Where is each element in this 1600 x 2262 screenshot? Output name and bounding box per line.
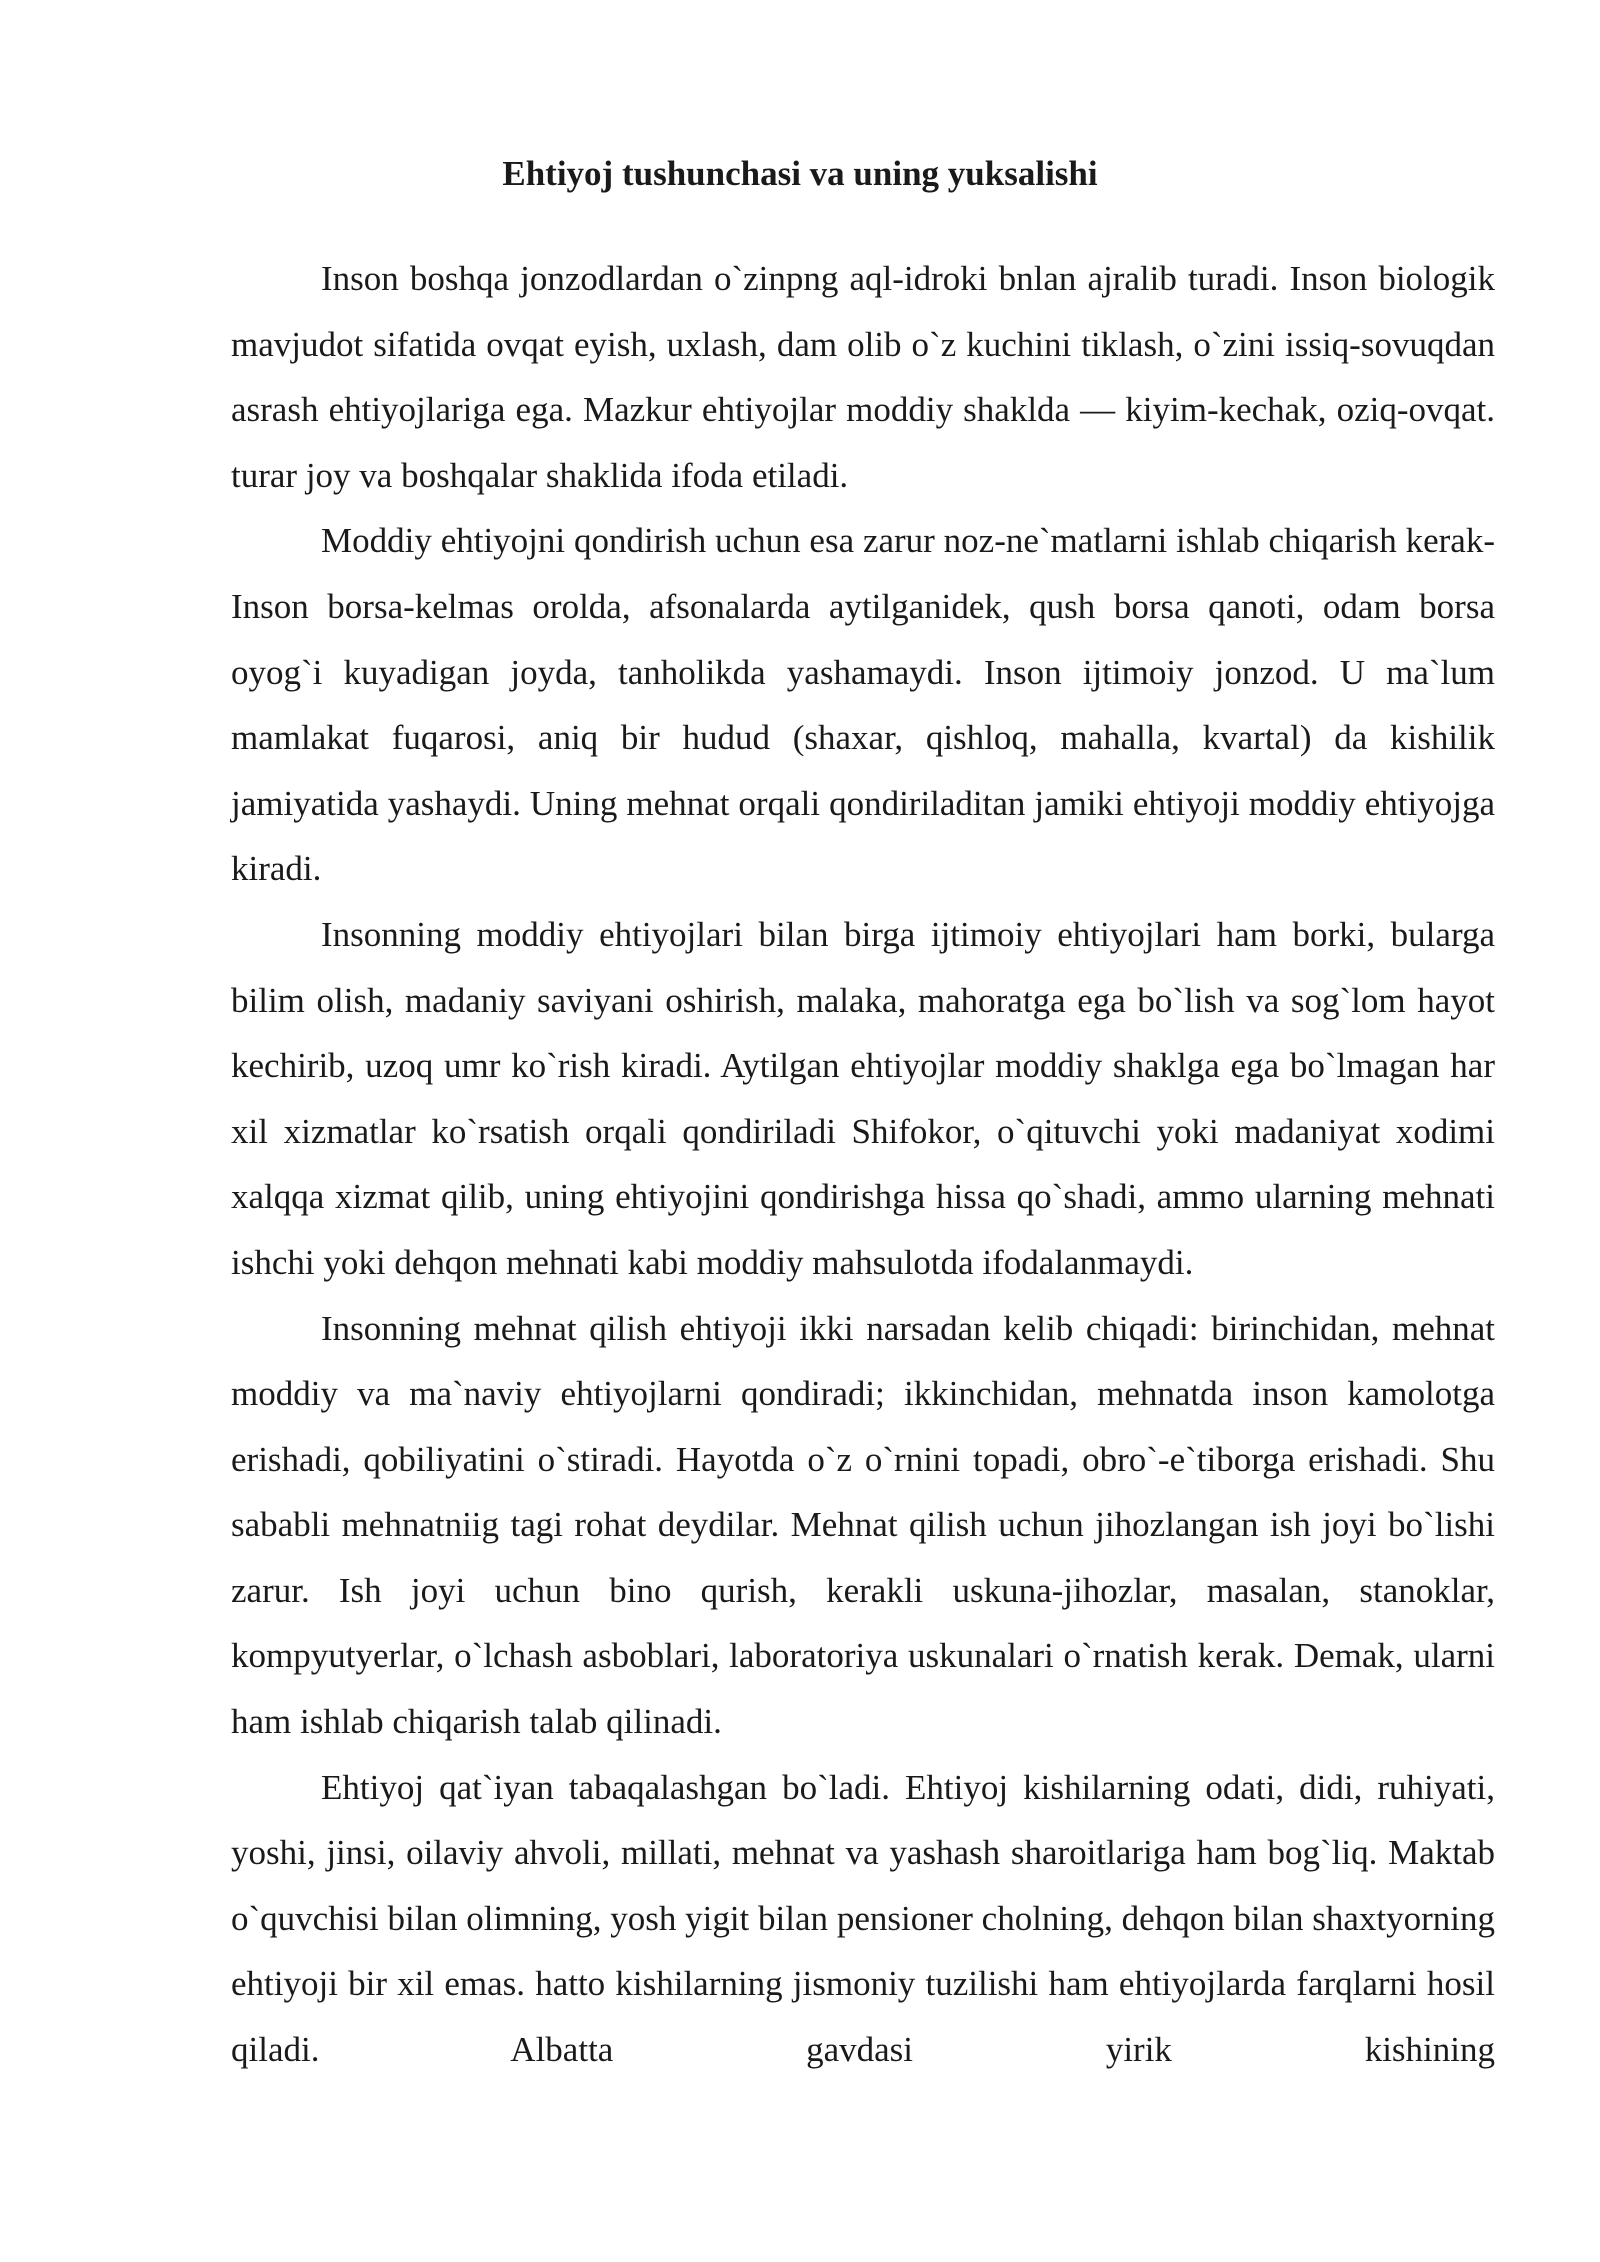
paragraph-3: Insonning moddiy ehtiyojlari bilan birga ijtimoiy ehtiyojlari ham borki, bularga bilim olish, madaniy saviyani oshirish, malaka, mahoratga ega bo`lish va sog`lom hayot kechirib, uzoq umr ko`rish kiradi. Aytilgan ehtiyojlar moddiy shaklga ega bo`lmagan har xil xizmatlar ko`rsatish orqali qondiriladi Shifokor, o`qituvchi yoki madaniyat xodimi xalqqa xizmat qilib, uning ehtiyojini qondirishga hissa qo`shadi, ammo ularning mehnati ishchi yoki dehqon mehnati kabi moddiy mahsulotda ifodalanmaydi. <box>231 914 1495 1282</box>
paragraph-1: Inson boshqa jonzodlardan o`zinpng aql-idroki bnlan ajralib turadi. Inson biologik mavjudot sifatida ovqat eyish, uxlash, dam olib o`z kuchini tiklash, o`zini issiq-sovuqdan asrash ehtiyojlariga ega. Mazkur ehtiyojlar moddiy shaklda — kiyim-kechak, oziq-ovqat. turar joy va boshqalar shaklida ifoda etiladi. <box>231 259 1495 495</box>
paragraph-2: Moddiy ehtiyojni qondirish uchun esa zarur noz-ne`matlarni ishlab chiqarish kerak- Inson borsa-kelmas orolda, afsonalarda aytilganidek, qush borsa qanoti, odam borsa oyog`i kuyadigan joyda, tanholikda yashamaydi. Inson ijtimoiy jonzod. U ma`lum mamlakat fuqarosi, aniq bir hudud (shaxar, qishloq, mahalla, kvartal) da kishilik jamiyatida yashaydi. Uning mehnat orqali qondiriladitan jamiki ehtiyoji moddiy ehtiyojga kiradi. <box>231 521 1495 889</box>
paragraph-5: Ehtiyoj qat`iyan tabaqalashgan bo`ladi. Ehtiyoj kishilarning odati, didi, ruhiyati, yoshi, jinsi, oilaviy ahvoli, millati, mehnat va yashash sharoitlariga ham bog`liq. Maktab o`quvchisi bilan olimning, yosh yigit bilan pensioner cholning, dehqon bilan shaxtyorning ehtiyoji bir xil emas. hatto kishilarning jismoniy tuzilishi ham ehtiyojlarda farqlarni hosil qiladi. Albatta gavdasi yirik kishining <box>231 1767 1495 2070</box>
document-title: Ehtiyoj tushunchasi va uning yuksalishi <box>502 154 1098 193</box>
document-body <box>231 246 1495 2083</box>
paragraph-4: Insonning mehnat qilish ehtiyoji ikki narsadan kelib chiqadi: birinchidan, mehnat moddiy va ma`naviy ehtiyojlarni qondiradi; ikkinchidan, mehnatda inson kamolotga erishadi, qobiliyatini o`stiradi. Hayotda o`z o`rnini topadi, obro`-e`tiborga erishadi. Shu sababli mehnatniig tagi rohat deydilar. Mehnat qilish uchun jihozlangan ish joyi bo`lishi zarur. Ish joyi uchun bino qurish, kerakli uskuna-jihozlar, masalan, stanoklar, kompyutyerlar, o`lchash asboblari, laboratoriya uskunalari o`rnatish kerak. Demak, ularni ham ishlab chiqarish talab qilinadi. <box>231 1308 1495 1742</box>
